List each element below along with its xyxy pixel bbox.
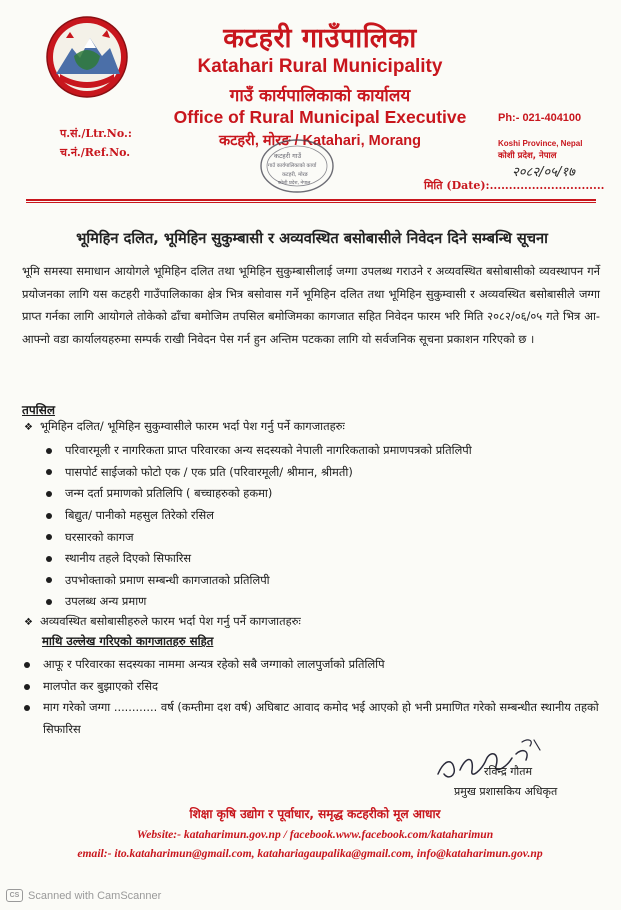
list-item (22, 654, 600, 676)
municipality-title-nepali: कटहरी गाउँपालिका (223, 23, 417, 54)
list-item-text: पासपोर्ट साईजको फोटो एक / एक प्रति (परिवारमूली/ श्रीमान, श्रीमती) (65, 464, 353, 479)
list-item (46, 483, 472, 505)
bullet-dot-icon (46, 577, 52, 583)
bullet-dot-icon (24, 662, 30, 668)
list-item (22, 676, 600, 698)
group1-heading (24, 419, 345, 434)
signatory-name: रविन्द्र गौतम (484, 765, 533, 778)
list-item-text: माग गरेको जग्गा ............ वर्ष (कम्तीमा दश वर्ष) अघिबाट आवाद कमोद भई आएको हो भनी प्रमाणित गरेको सम्बन्धीत स्थानीय तहको सिफारिस (43, 700, 599, 736)
list-item (46, 591, 472, 613)
list-item (46, 505, 472, 527)
municipality-title-english: Katahari Rural Municipality (197, 56, 443, 77)
notice-title: भूमिहिन दलित, भूमिहिन सुकुम्बासी र अव्यवस्थित बसोबासीले निवेदन दिने सम्बन्धि सूचना (76, 230, 548, 247)
bullet-dot-icon (46, 448, 52, 454)
group2-heading-text: अव्यवस्थित बसोबासीहरुले फारम भर्दा पेश गर्नु पर्ने कागजातहरुः (40, 614, 301, 628)
province-nepali: कोशी प्रदेश, नेपाल (498, 151, 557, 161)
date-value: २०८२/०५/१७ (512, 165, 575, 180)
list-item-text: बिद्युत/ पानीको महसुल तिरेको रसिल (65, 508, 214, 523)
list-item (46, 526, 472, 548)
group1-heading-text: भूमिहिन दलित/ भूमिहिन सुकुम्वासीले फारम भर्दा पेश गर्नु पर्ने कागजातहरुः (40, 419, 345, 433)
nepal-emblem-logo (44, 14, 130, 100)
bullet-dot-icon (46, 469, 52, 475)
stamp-line: कटहरी गाउँ (274, 152, 302, 160)
list-item-text: मालपोत कर बुझाएको रसिद (43, 678, 159, 693)
list-item (46, 548, 472, 570)
date-label: मिति (Date):.............................. (424, 179, 605, 192)
list-item-text: जन्म दर्ता प्रमाणको प्रतिलिपि ( बच्चाहरुको हकमा) (65, 486, 273, 501)
phone-number: Ph:- 021-404100 (498, 112, 582, 124)
office-title-nepali: गाउँ कार्यपालिकाको कार्यालय (229, 86, 411, 106)
office-stamp (258, 136, 336, 194)
stamp-line: कोशी प्रदेश, नेपाल (278, 181, 311, 186)
scanner-watermark-text: Scanned with CamScanner (28, 889, 162, 902)
handwritten-signature (430, 730, 580, 790)
list-item-text: उपभोक्ताको प्रमाण सम्बन्धी कागजातको प्रतिलिपी (65, 572, 270, 587)
reference-number-label: च.नं./Ref.No. (60, 146, 131, 159)
header-divider-thin (26, 202, 596, 203)
bullet-dot-icon (24, 684, 30, 690)
bullet-dot-icon (24, 705, 30, 711)
office-address: कटहरी, मोरङ / Katahari, Morang (218, 133, 421, 149)
footer-website: Website:- kataharimun.gov.np / facebook.www.facebook.com/kataharimun (136, 828, 494, 841)
letter-number-label: प.सं./Ltr.No.: (60, 127, 132, 140)
footer-slogan: शिक्षा कृषि उद्योग र पूर्वाधार, समृद्ध कटहरीको मूल आधार (189, 807, 441, 821)
header-divider (26, 199, 596, 201)
footer-email: email:- ito.kataharimun@gmail.com, katahariagaupalika@gmail.com, info@kataharimun.gov.np (77, 847, 543, 860)
stamp-line: गाउँ कार्यपालिकाको कार्या (268, 163, 317, 169)
bullet-dot-icon (46, 491, 52, 497)
diamond-bullet-icon: ❖ (24, 422, 33, 433)
group2-heading (24, 614, 301, 629)
list-item (46, 462, 472, 484)
section-label-schedule: तपसिल (22, 403, 56, 417)
scanner-watermark (6, 889, 161, 902)
bullet-dot-icon (46, 513, 52, 519)
list-item (46, 440, 472, 462)
list-item-text: उपलब्ध अन्य प्रमाण (65, 594, 147, 609)
group1-document-list (46, 440, 472, 613)
group2-subheading: माथि उल्लेख गरिएको कागजातहरु सहित (42, 634, 214, 648)
group2-document-list (22, 654, 600, 740)
diamond-bullet-icon: ❖ (24, 617, 33, 628)
list-item-text: स्थानीय तहले दिएको सिफारिस (65, 551, 192, 566)
bullet-dot-icon (46, 534, 52, 540)
list-item-text: घरसारको कागज (65, 529, 134, 544)
office-title-english: Office of Rural Municipal Executive (173, 107, 467, 127)
camscanner-icon: CS (6, 889, 23, 902)
province-english: Koshi Province, Nepal (498, 139, 583, 148)
list-item-text: परिवारमूली र नागरिकता प्राप्त परिवारका अन्य सदस्यको नेपाली नागरिकताको प्रमाणपत्रको प्रतिलिपी (65, 443, 472, 458)
list-item (46, 570, 472, 592)
list-item-text: आफू र परिवारका सदस्यका नाममा अन्यत्र रहेको सबै जग्गाको लालपुर्जाको प्रतिलिपि (43, 657, 385, 671)
stamp-line: कटहरी, मोरङ (282, 172, 308, 178)
notice-paragraph: भूमि समस्या समाधान आयोगले भूमिहिन दलित तथा भूमिहिन सुकुम्बासीलाई जग्गा उपलब्ध गराउने र अव्यवस्थित बसोबासीको व्यवस्थापन गर्ने प्रयोजनका लागि यस कटहरी गाउँपालिकाका क्षेत्र भित्र बसोवास गर्ने भूमिहिन दलित तथा भूमिहिन सुकुम्वासी र अव्यवस्थित बसोबासीले जग्गा प्राप्त गर्नका लागि आयोगले तोकेको ढाँचा बमोजिम तपसिल बमोजिमका कागजात सहित निवेदन फारम भरि मिति २०८२/०६/०५ गते भित्र आ-आफ्नो वडा कार्यालयहरुमा सम्पर्क राखी निवेदन पेस गर्न हुन अन्तिम पटकका लागि यो सर्वजनिक सूचना प्रकाशन गरिएको छ । (22, 264, 600, 346)
bullet-dot-icon (46, 599, 52, 605)
bullet-dot-icon (46, 556, 52, 562)
signatory-title: प्रमुख प्रशासकिय अधिकृत (454, 785, 558, 798)
